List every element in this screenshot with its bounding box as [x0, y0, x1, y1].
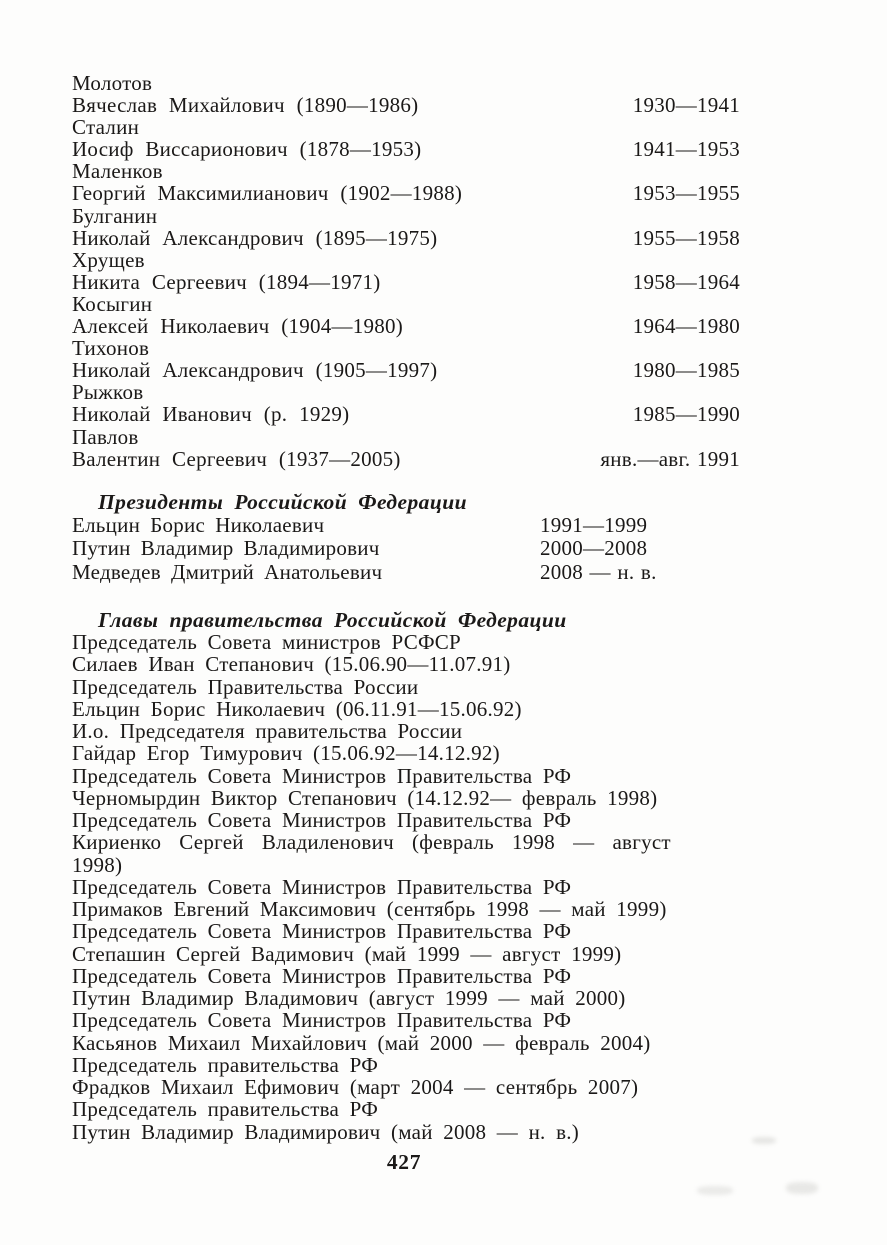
leader-surname: Рыжков [72, 380, 144, 405]
pm-line: Председатель Совета Министров Правительства РФ [72, 808, 572, 832]
president-name: Медведев Дмитрий Анатольевич [72, 559, 383, 584]
pm-line: Председатель Совета министров РСФСР [72, 630, 461, 654]
leader-surname: Сталин [72, 115, 140, 140]
scan-artifact [697, 1186, 733, 1195]
leader-entry [72, 426, 740, 470]
pm-line: Председатель Правительства России [72, 674, 419, 699]
leader-surname: Маленков [72, 159, 163, 184]
presidents-section-title: Президенты Российской Федерации [98, 490, 467, 514]
pm-line: Кириенко Сергей Владиленович (февраль 1998 — август [72, 830, 671, 855]
pm-line: Председатель Совета Министров Правительства РФ [72, 919, 572, 944]
pm-line: Силаев Иван Степанович (15.06.90—11.07.91) [72, 652, 511, 677]
presidents-list [72, 514, 740, 584]
leader-entry [72, 160, 740, 204]
leader-tenure: 1953—1955 [632, 181, 740, 206]
leader-tenure: 1980—1985 [632, 358, 740, 383]
president-name: Путин Владимир Владимирович [72, 536, 380, 561]
pm-line: Фрадков Михаил Ефимович (март 2004 — сентябрь 2007) [72, 1075, 639, 1099]
pm-line: Председатель Совета Министров Правительства РФ [72, 1008, 572, 1033]
leader-tenure: 1964—1980 [632, 314, 740, 339]
ussr-heads-list [72, 72, 740, 470]
leader-tenure: янв.—авг. 1991 [600, 446, 740, 471]
leader-tenure: 1958—1964 [632, 269, 740, 294]
pm-line: Примаков Евгений Максимович (сентябрь 1998 — май 1999) [72, 897, 667, 921]
leader-tenure: 1955—1958 [632, 225, 740, 250]
pm-line: И.о. Председателя правительства России [72, 719, 463, 743]
leader-details: Георгий Максимилианович (1902—1988) [72, 181, 463, 206]
pm-line: Председатель Совета Министров Правительства РФ [72, 763, 572, 788]
pm-line: Степашин Сергей Вадимович (май 1999 — август 1999) [72, 941, 622, 966]
leader-surname: Хрущев [72, 247, 145, 272]
pm-line: Черномырдин Виктор Степанович (14.12.92— февраль 1998) [72, 785, 658, 810]
leader-entry [72, 72, 740, 116]
leader-tenure: 1930—1941 [632, 93, 740, 118]
leader-surname: Молотов [72, 71, 153, 95]
leader-details: Николай Иванович (р. 1929) [72, 402, 350, 427]
leader-entry [72, 116, 740, 160]
leader-details: Валентин Сергеевич (1937—2005) [72, 446, 401, 471]
government-section-title: Главы правительства Российской Федерации [98, 608, 567, 632]
scan-artifact [752, 1137, 776, 1144]
leader-entry [72, 205, 740, 249]
leader-details: Иосиф Виссарионович (1878—1953) [72, 137, 422, 162]
president-tenure: 2000—2008 [540, 536, 648, 561]
leader-details: Алексей Николаевич (1904—1980) [72, 314, 404, 339]
leader-surname: Павлов [72, 424, 139, 449]
pm-line: Председатель правительства РФ [72, 1052, 379, 1077]
president-tenure: 1991—1999 [540, 513, 648, 537]
leader-surname: Тихонов [72, 336, 150, 361]
leader-entry [72, 337, 740, 381]
president-entry [72, 514, 740, 537]
leader-details: Вячеслав Михайлович (1890—1986) [72, 93, 419, 118]
leader-tenure: 1941—1953 [632, 137, 740, 162]
leader-entry [72, 381, 740, 425]
president-entry [72, 561, 740, 584]
leader-surname: Булганин [72, 203, 158, 228]
president-entry [72, 537, 740, 560]
pm-line: Председатель правительства РФ [72, 1097, 379, 1122]
pm-line: 1998) [72, 852, 123, 877]
government-heads-list [72, 631, 740, 1143]
pm-line: Председатель Совета Министров Правительства РФ [72, 963, 572, 988]
president-name: Ельцин Борис Николаевич [72, 513, 325, 537]
leader-details: Николай Александрович (1905—1997) [72, 358, 438, 383]
pm-line: Ельцин Борис Николаевич (06.11.91—15.06.92) [72, 696, 522, 721]
pm-line: Путин Владимир Владимирович (май 2008 — н. в.) [72, 1119, 580, 1144]
leader-details: Никита Сергеевич (1894—1971) [72, 269, 381, 294]
leader-details: Николай Александрович (1895—1975) [72, 225, 438, 250]
leader-tenure: 1985—1990 [632, 402, 740, 427]
leader-entry [72, 293, 740, 337]
leader-surname: Косыгин [72, 291, 153, 316]
scan-artifact [786, 1182, 818, 1194]
president-tenure: 2008 — н. в. [540, 559, 657, 584]
pm-line: Путин Владимир Владимович (август 1999 — май 2000) [72, 986, 626, 1010]
page-number: 427 [386, 1150, 422, 1174]
pm-line: Председатель Совета Министров Правительства РФ [72, 874, 572, 899]
pm-line: Касьянов Михаил Михайлович (май 2000 — февраль 2004) [72, 1030, 651, 1055]
pm-line: Гайдар Егор Тимурович (15.06.92—14.12.92) [72, 741, 500, 766]
leader-entry [72, 249, 740, 293]
